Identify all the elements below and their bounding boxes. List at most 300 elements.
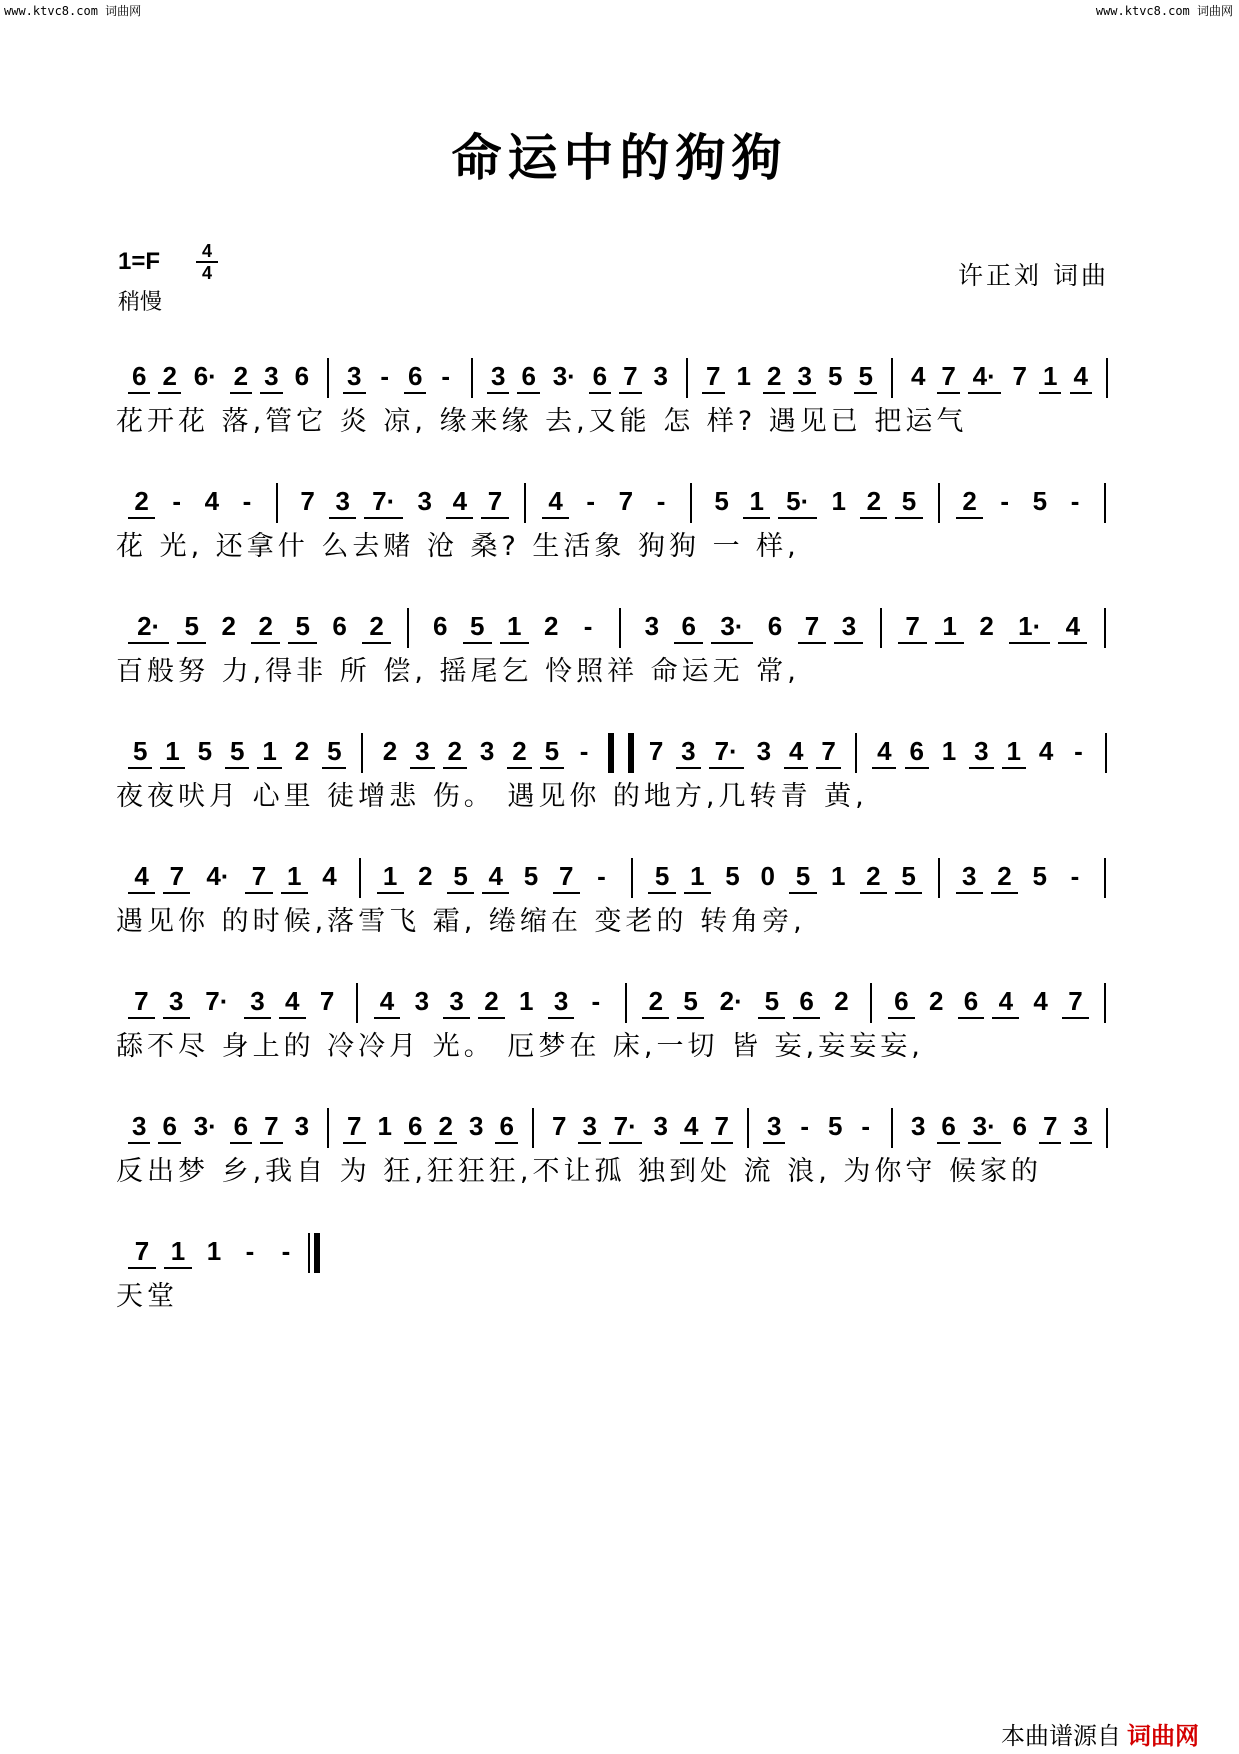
eighth-underline (711, 1142, 733, 1144)
eighth-underline (969, 767, 993, 769)
eighth-underline (1039, 1142, 1061, 1144)
note: 2 (962, 486, 977, 516)
note: 1 (736, 361, 751, 391)
eighth-underline (1070, 1142, 1092, 1144)
note: 5 (901, 486, 917, 516)
note: 3 (264, 361, 279, 391)
eighth-underline (798, 642, 827, 644)
bar-line (891, 1108, 893, 1148)
note: 3 (1073, 1111, 1088, 1141)
bar-line (327, 358, 329, 398)
eighth-underline (177, 642, 206, 644)
eighth-underline (676, 767, 700, 769)
note: 6 (294, 361, 310, 391)
note: 5 (184, 611, 199, 641)
note: 1 (941, 736, 957, 766)
eighth-underline (784, 767, 808, 769)
eighth-underline (322, 767, 346, 769)
note: 3 (553, 986, 569, 1016)
note: 5 (470, 611, 485, 641)
note: 7 (319, 986, 335, 1016)
note: 1 (170, 1236, 186, 1266)
eighth-underline (128, 1017, 155, 1019)
bar-line (619, 608, 621, 648)
eighth-underline (1070, 392, 1092, 394)
eighth-underline (225, 767, 249, 769)
eighth-underline (257, 767, 281, 769)
note: 2 (767, 361, 782, 391)
bar-line (1106, 358, 1108, 398)
note: - (656, 486, 666, 516)
note: 1· (1018, 611, 1042, 641)
key-signature: 1=F (118, 248, 161, 275)
note: 2 (221, 611, 236, 641)
eighth-underline (1039, 392, 1061, 394)
note: 4 (548, 486, 563, 516)
eighth-underline (1058, 642, 1087, 644)
note: 3 (974, 736, 989, 766)
eighth-underline (702, 392, 724, 394)
note: 4 (1038, 736, 1054, 766)
lyric-line: 反出梦 乡,我自 为 狂,狂狂狂,不让孤 独到处 流 浪, 为你守 候家的 (116, 1156, 1042, 1187)
eighth-underline (481, 517, 508, 519)
note: 5 (858, 361, 873, 391)
eighth-underline (495, 1142, 517, 1144)
eighth-underline (956, 517, 983, 519)
note: - (441, 361, 451, 391)
note: 4 (452, 486, 468, 516)
eighth-underline (895, 517, 922, 519)
eighth-underline (251, 642, 280, 644)
eighth-underline (1002, 767, 1026, 769)
bar-line (686, 358, 688, 398)
eighth-underline (758, 1017, 785, 1019)
note: 7 (941, 361, 956, 391)
eighth-underline (872, 767, 896, 769)
bar-line (1104, 858, 1106, 898)
note: 5 (683, 986, 698, 1016)
note: 2 (447, 736, 462, 766)
eighth-underline (404, 1142, 426, 1144)
note: 5 (230, 736, 245, 766)
note: 5 (827, 361, 843, 391)
eighth-underline (968, 392, 1001, 394)
note: 6 (894, 986, 909, 1016)
eighth-underline (992, 1017, 1019, 1019)
note: 7 (134, 1236, 150, 1266)
note: - (281, 1236, 291, 1266)
eighth-underline (260, 392, 282, 394)
note: 2 (648, 986, 664, 1016)
note: 4 (1033, 986, 1048, 1016)
bar-line (276, 483, 278, 523)
bar-line (1105, 733, 1107, 773)
author-credit: 许正刘 词曲 (958, 261, 1109, 290)
eighth-underline (578, 1142, 600, 1144)
note: 2 (484, 986, 499, 1016)
eighth-underline (128, 642, 169, 644)
bar-line (407, 608, 409, 648)
note: 3 (168, 986, 184, 1016)
eighth-underline (935, 642, 964, 644)
eighth-underline (680, 1142, 702, 1144)
eighth-underline (487, 392, 509, 394)
note: 2 (438, 1111, 453, 1141)
note: 5 (714, 486, 729, 516)
eighth-underline (279, 1017, 306, 1019)
eighth-underline (619, 392, 641, 394)
header-left: www.ktvc8.com 词曲网 (4, 4, 142, 18)
eighth-underline (711, 642, 752, 644)
note: 6 (132, 361, 147, 391)
note: 6 (521, 361, 536, 391)
note: 5 (453, 861, 468, 891)
note: 7 (558, 861, 574, 891)
note: 2 (258, 611, 273, 641)
bar-line (532, 1108, 534, 1148)
note: 5 (764, 986, 780, 1016)
eighth-underline (958, 1017, 985, 1019)
eighth-underline (230, 392, 252, 394)
note: 1 (1043, 361, 1058, 391)
eighth-underline (446, 517, 473, 519)
eighth-underline (793, 1017, 820, 1019)
note: 2 (512, 736, 527, 766)
note: 3 (681, 736, 696, 766)
bar-line (938, 483, 940, 523)
note: 4 (488, 861, 503, 891)
lyric-line: 花 光, 还拿什 么去赌 沧 桑? 生活象 狗狗 一 样, (116, 531, 800, 562)
note: - (1070, 861, 1080, 891)
note: 4 (379, 986, 395, 1016)
note: 0 (760, 861, 775, 891)
eighth-underline (789, 892, 816, 894)
song-title: 命运中的狗狗 (451, 128, 788, 187)
note: 3· (552, 361, 576, 391)
note: 7 (714, 1111, 729, 1141)
eighth-underline (888, 1017, 915, 1019)
note: 7· (714, 736, 738, 766)
note: 4 (877, 736, 892, 766)
eighth-underline (834, 642, 863, 644)
eighth-underline (793, 392, 815, 394)
note: 2 (382, 736, 398, 766)
note: 6 (909, 736, 924, 766)
note: 3 (644, 611, 660, 641)
eighth-underline (548, 1017, 575, 1019)
bar-line (471, 358, 473, 398)
final-bar-thin (308, 1233, 310, 1273)
note: 7 (706, 361, 721, 391)
bar-line (938, 858, 940, 898)
lyric-line: 遇见你 的时候,落雪飞 霜, 绻缩在 变老的 转角旁, (116, 906, 806, 937)
eighth-underline (778, 517, 817, 519)
eighth-underline (517, 392, 539, 394)
note: 6 (499, 1111, 514, 1141)
note: 5 (901, 861, 916, 891)
note: 6 (592, 361, 608, 391)
note: 1 (165, 736, 180, 766)
note: 7 (134, 986, 149, 1016)
note: 5 (1032, 486, 1048, 516)
note: 3 (335, 486, 350, 516)
eighth-underline (860, 517, 887, 519)
eighth-underline (329, 517, 356, 519)
eighth-underline (128, 1267, 156, 1269)
eighth-underline (589, 392, 611, 394)
note: 1 (749, 486, 764, 516)
note: 2 (162, 361, 177, 391)
note: 2 (369, 611, 384, 641)
eighth-underline (482, 892, 509, 894)
note: 5· (786, 486, 810, 516)
note: 1 (377, 1111, 392, 1141)
lyric-line: 舔不尽 身上的 冷冷月 光。 厄梦在 床,一切 皆 妄,妄妄妄, (116, 1031, 924, 1062)
lyric-line: 天堂 (116, 1281, 178, 1312)
eighth-underline (895, 892, 922, 894)
meter-top: 4 (201, 241, 212, 261)
eighth-underline (128, 1142, 150, 1144)
note: 5 (1032, 861, 1047, 891)
note: 6 (963, 986, 979, 1016)
footer-brand[interactable]: 词曲网 (1127, 1722, 1199, 1750)
note: 2· (719, 986, 743, 1016)
eighth-underline (1062, 1017, 1089, 1019)
note: 7 (1068, 986, 1083, 1016)
note: 6 (233, 1111, 249, 1141)
note: 5 (295, 611, 310, 641)
note: 4 (910, 361, 926, 391)
note: 4 (134, 861, 149, 891)
note: 5 (132, 736, 148, 766)
bar-line (891, 358, 893, 398)
lyric-line: 百般努 力,得非 所 偿, 摇尾乞 怜照祥 命运无 常, (116, 656, 800, 687)
note: 3 (582, 1111, 597, 1141)
note: 2 (418, 861, 433, 891)
note: 2 (979, 611, 994, 641)
eighth-underline (343, 1142, 365, 1144)
eighth-underline (343, 392, 365, 394)
note: 2 (866, 486, 882, 516)
eighth-underline (684, 892, 711, 894)
eighth-underline (763, 1142, 785, 1144)
note: 3 (250, 986, 265, 1016)
note: 1 (286, 861, 302, 891)
note: 6 (408, 1111, 423, 1141)
note: 4 (1065, 611, 1081, 641)
eighth-underline (507, 767, 531, 769)
note: 4· (972, 361, 996, 391)
note: 7· (613, 1111, 637, 1141)
header-right: www.ktvc8.com 词曲网 (1095, 4, 1233, 18)
note: 6 (408, 361, 423, 391)
note: 3 (756, 736, 772, 766)
note: 5 (197, 736, 213, 766)
eighth-underline (478, 1017, 505, 1019)
note: 4 (998, 986, 1014, 1016)
eighth-underline (816, 767, 840, 769)
note: 7 (551, 1111, 567, 1141)
note: 1 (382, 861, 398, 891)
note: 7 (300, 486, 315, 516)
eighth-underline (443, 767, 467, 769)
eighth-underline (362, 642, 391, 644)
note: - (583, 611, 593, 641)
note: 4 (322, 861, 337, 891)
eighth-underline (553, 892, 580, 894)
eighth-underline (160, 767, 184, 769)
note: 3 (347, 361, 362, 391)
eighth-underline (443, 1017, 470, 1019)
note: 2 (543, 611, 559, 641)
note: 6 (767, 611, 783, 641)
eighth-underline (158, 1142, 180, 1144)
note: 6 (162, 1111, 177, 1141)
eighth-underline (230, 1142, 252, 1144)
note: 1 (1006, 736, 1021, 766)
note: 6 (433, 611, 448, 641)
bar-line (625, 983, 627, 1023)
eighth-underline (260, 1142, 282, 1144)
eighth-underline (956, 892, 983, 894)
note: 5 (327, 736, 342, 766)
eighth-underline (434, 1142, 456, 1144)
eighth-underline (364, 517, 403, 519)
note: 6 (332, 611, 347, 641)
note: 3 (417, 486, 432, 516)
note: 7 (264, 1111, 279, 1141)
note: 3 (910, 1111, 926, 1141)
note: - (800, 1111, 810, 1141)
bar-line (1104, 483, 1106, 523)
note: 7 (1012, 361, 1028, 391)
eighth-underline (281, 892, 308, 894)
note: 7 (618, 486, 634, 516)
note: 1 (830, 861, 846, 891)
eighth-underline (288, 642, 317, 644)
note: 3 (468, 1111, 484, 1141)
note: 3 (797, 361, 812, 391)
note: 4 (1073, 361, 1088, 391)
eighth-underline (542, 517, 569, 519)
note: 3 (767, 1111, 782, 1141)
eighth-underline (991, 892, 1018, 894)
bar-line (327, 1108, 329, 1148)
note: 3· (720, 611, 744, 641)
note: 4 (789, 736, 804, 766)
bar-line (361, 733, 363, 773)
note: - (1074, 736, 1083, 766)
eighth-underline (540, 767, 564, 769)
note: - (861, 1111, 871, 1141)
eighth-underline (905, 767, 929, 769)
bar-line (356, 983, 358, 1023)
note: 3 (294, 1111, 310, 1141)
note: - (172, 486, 182, 516)
eighth-underline (860, 892, 887, 894)
note: 7 (648, 736, 664, 766)
note: 3 (132, 1111, 147, 1141)
eighth-underline (642, 1017, 669, 1019)
bar-line (880, 608, 882, 648)
eighth-underline (1009, 642, 1050, 644)
note: 3· (972, 1111, 996, 1141)
note: 1 (506, 611, 522, 641)
eighth-underline (377, 892, 404, 894)
note: 3 (653, 1111, 669, 1141)
eighth-underline (164, 1267, 192, 1269)
eighth-underline (128, 392, 150, 394)
eighth-underline (128, 767, 152, 769)
eighth-underline (245, 892, 272, 894)
eighth-underline (854, 392, 876, 394)
note: 6· (193, 361, 217, 391)
note: 2 (997, 861, 1012, 891)
eighth-underline (968, 1142, 1001, 1144)
note: 1 (206, 1236, 222, 1266)
note: 4 (285, 986, 300, 1016)
note: 1 (690, 861, 705, 891)
note: 7 (804, 611, 820, 641)
eighth-underline (898, 642, 927, 644)
note: - (1000, 486, 1010, 516)
note: 6 (799, 986, 814, 1016)
eighth-underline (410, 767, 434, 769)
note: - (586, 486, 596, 516)
note: 4 (204, 486, 220, 516)
note: 3 (490, 361, 506, 391)
note: 6 (1012, 1111, 1028, 1141)
note: 1 (262, 736, 277, 766)
note: 3 (449, 986, 464, 1016)
bar-line (631, 858, 633, 898)
note: 7 (1043, 1111, 1058, 1141)
note: 3 (653, 361, 669, 391)
bar-line (690, 483, 692, 523)
note: 3 (962, 861, 977, 891)
eighth-underline (163, 892, 190, 894)
eighth-underline (404, 392, 426, 394)
eighth-underline (937, 1142, 959, 1144)
meter-bottom: 4 (201, 263, 212, 283)
note: 5 (523, 861, 539, 891)
note: 3· (193, 1111, 217, 1141)
note: 1 (519, 986, 534, 1016)
repeat-end (608, 733, 614, 773)
eighth-underline (743, 517, 770, 519)
bar-line (1104, 983, 1106, 1023)
note: - (579, 736, 589, 766)
note: 7· (372, 486, 396, 516)
bar-line (524, 483, 526, 523)
note: 5 (795, 861, 811, 891)
note: 7 (905, 611, 920, 641)
tempo-marking: 稍慢 (118, 290, 163, 315)
bar-line (747, 1108, 749, 1148)
eighth-underline (937, 392, 959, 394)
eighth-underline (609, 1142, 642, 1144)
eighth-underline (447, 892, 474, 894)
eighth-underline (374, 1017, 401, 1019)
note: 5 (654, 861, 670, 891)
note: 7· (205, 986, 229, 1016)
note: 7 (487, 486, 503, 516)
eighth-underline (244, 1017, 271, 1019)
eighth-underline (763, 392, 785, 394)
note: 7 (623, 361, 638, 391)
repeat-start (628, 733, 634, 773)
note: 3 (414, 986, 430, 1016)
